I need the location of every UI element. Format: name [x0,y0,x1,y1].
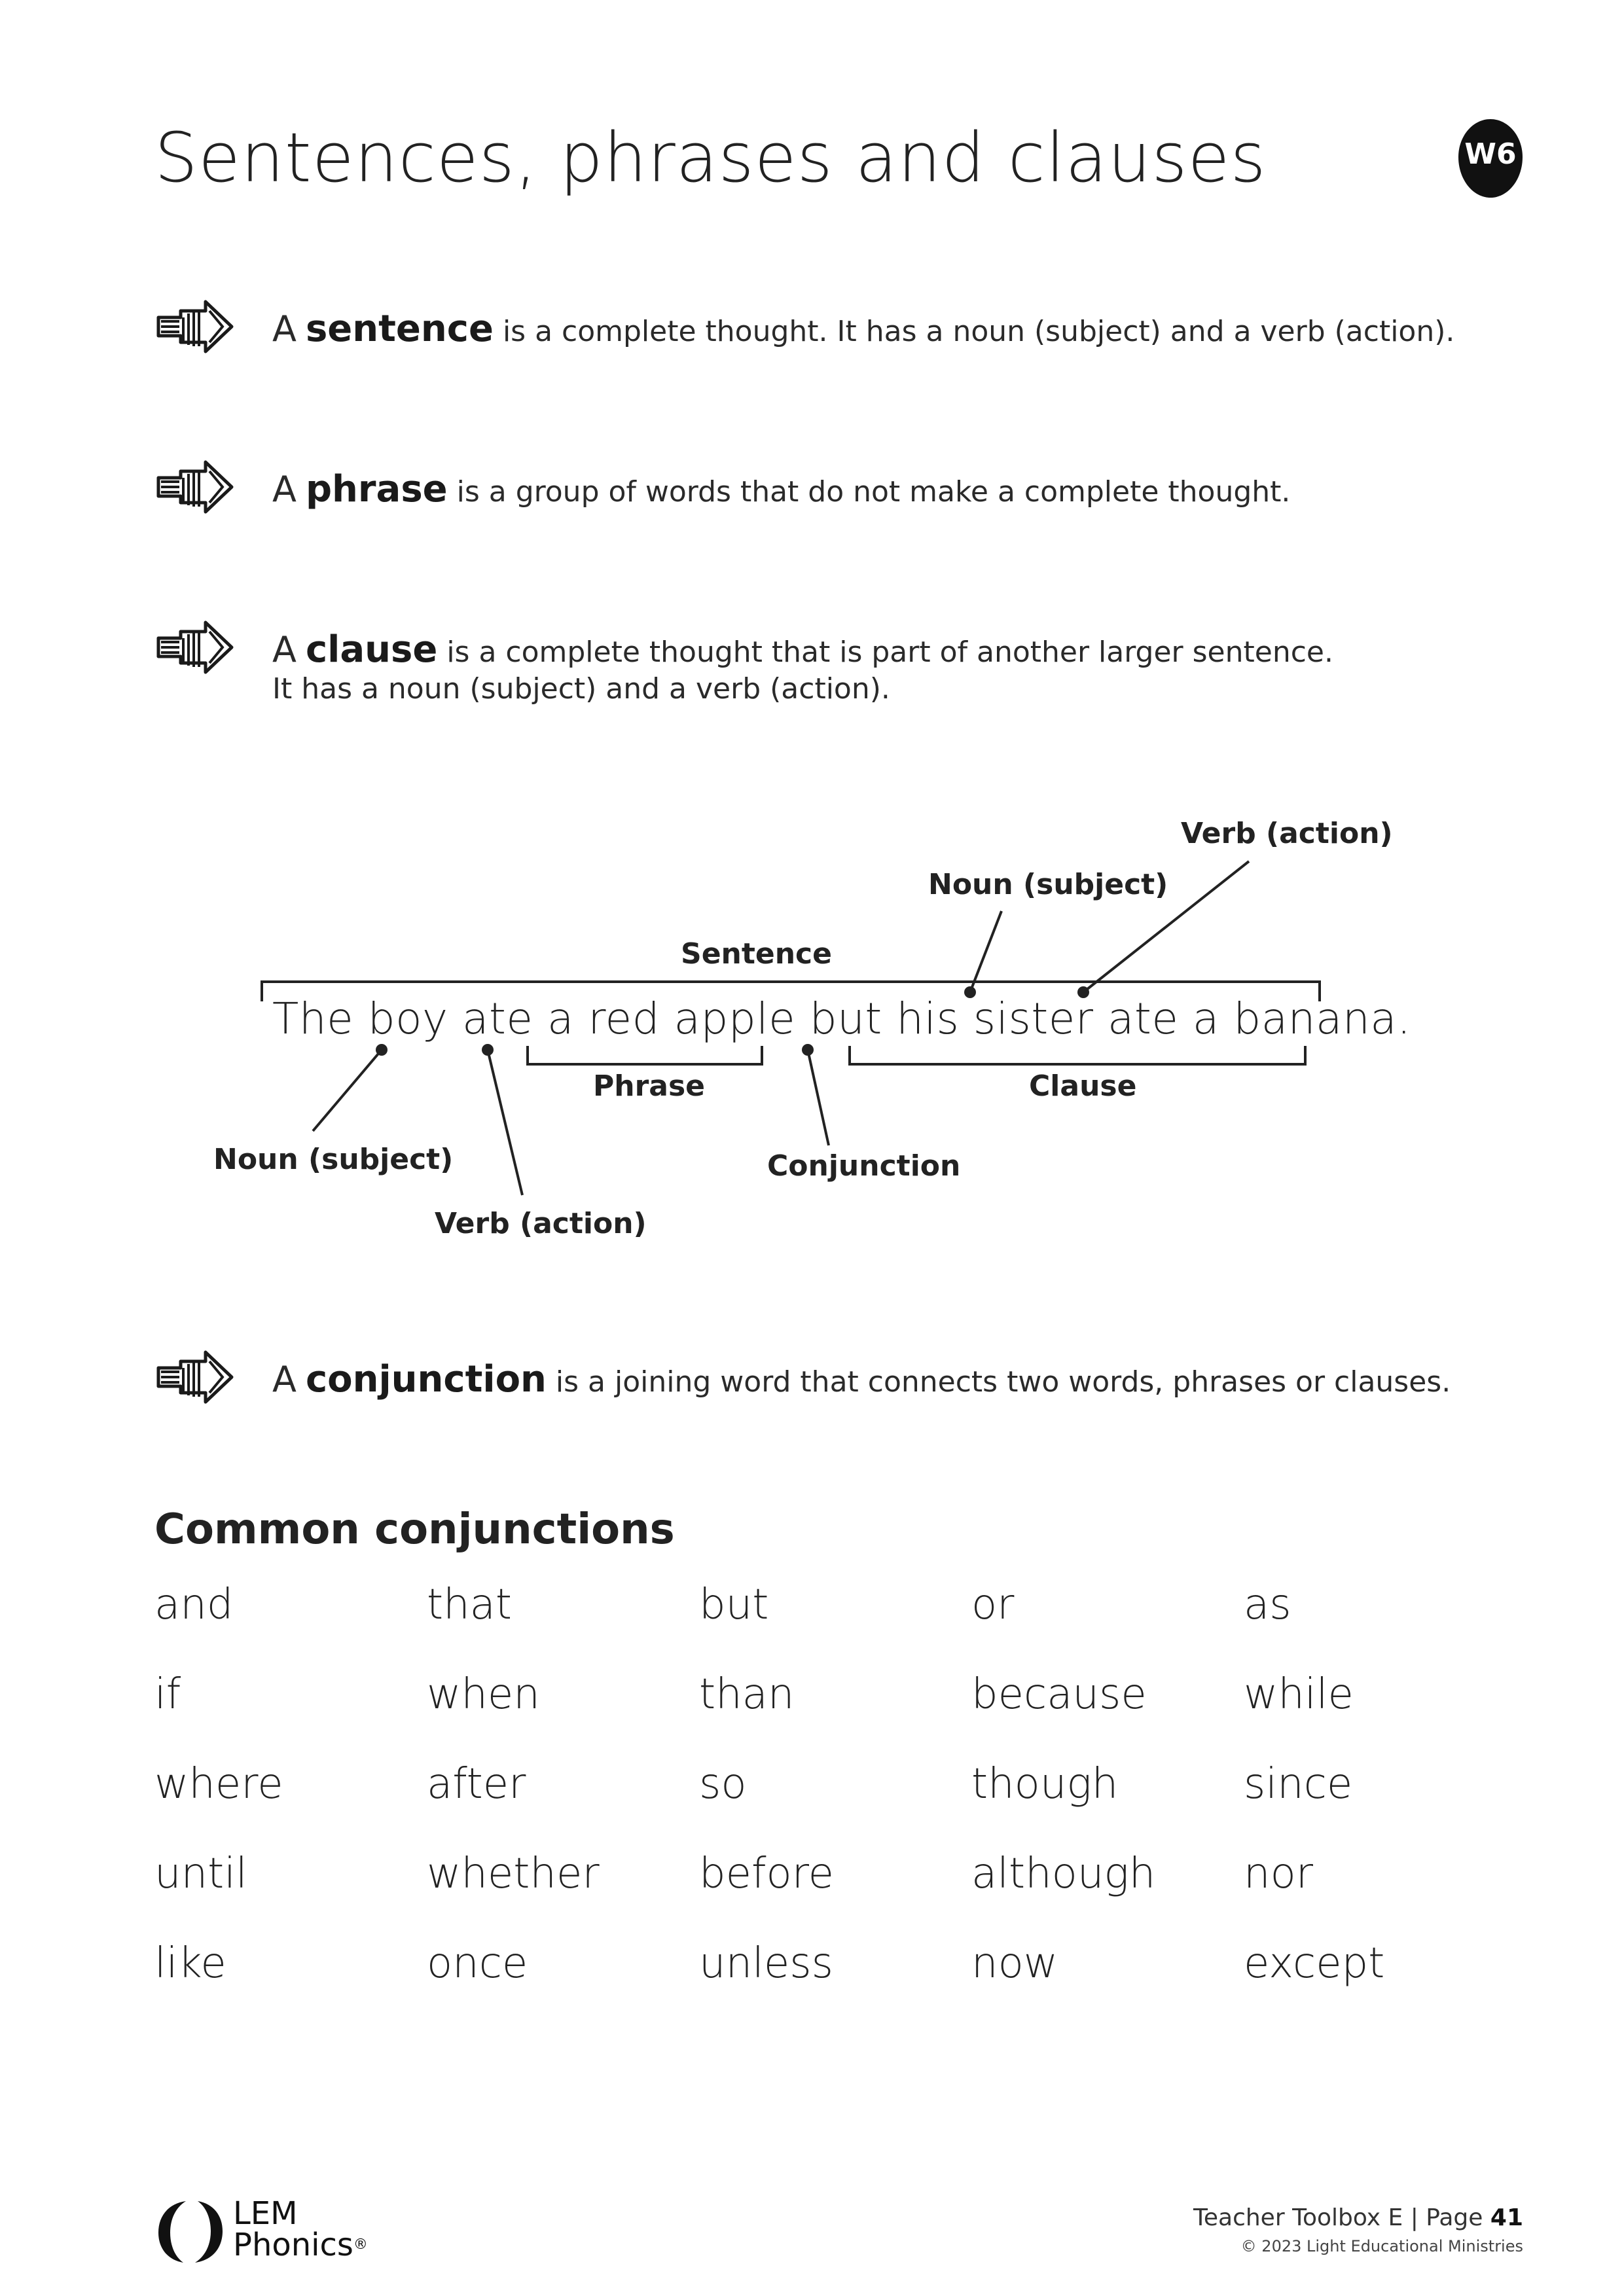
footer-copyright: © 2023 Light Educational Ministries [1240,2237,1523,2255]
conjunction-word: than [699,1670,795,1719]
lem-logo-icon [154,2196,226,2268]
conjunction-word: where [154,1760,283,1808]
definition-text: is a complete thought that is part of another larger sentence. [446,636,1333,669]
conjunction-word: whether [427,1850,600,1898]
definition-term: phrase [305,468,448,511]
definition-article: A [272,469,297,510]
conjunction-word: nor [1244,1850,1314,1898]
phrase-label: Phrase [593,1069,705,1103]
verb-action-label-left: Verb (action) [435,1207,647,1240]
logo-line2: Phonics [233,2227,353,2263]
definition-article: A [272,308,297,350]
definition-term: clause [305,628,438,671]
clause-label: Clause [1029,1069,1137,1103]
definition-term: conjunction [305,1358,547,1401]
conjunction-word: before [699,1850,834,1898]
footer-page-info [1193,2204,1523,2231]
definition-text: is a joining word that connects two words, phrases or clauses. [555,1365,1451,1399]
conjunction-label: Conjunction [767,1149,961,1183]
registered-mark: ® [353,2236,368,2253]
conjunction-word: as [1244,1581,1291,1629]
conjunction-word: now [971,1939,1058,1988]
example-sentence: The boy ate a red apple but his sister ate a banana. [272,994,1411,1044]
conjunction-word: like [154,1939,226,1988]
sentence-label: Sentence [681,937,832,971]
definition-text: is a group of words that do not make a complete thought. [456,475,1291,509]
conjunction-word: after [427,1760,526,1808]
conjunction-word: until [154,1850,247,1898]
noun-subject-label-right: Noun (subject) [928,868,1168,901]
common-conjunctions-heading: Common conjunctions [154,1505,675,1554]
conjunction-word: or [971,1581,1015,1629]
logo-wordmark [233,2195,368,2263]
definition-text: is a complete thought. It has a noun (subject) and a verb (action). [502,315,1455,348]
definition-article: A [272,1359,297,1400]
conjunction-word: because [971,1670,1147,1719]
conjunction-word: so [699,1760,747,1808]
conjunction-word: but [699,1581,769,1629]
conjunction-word-grid [154,1581,1529,2029]
pointing-hand-icon [154,1348,246,1414]
definition-text-line2: It has a noun (subject) and a verb (action). [272,672,890,706]
conjunction-word: and [154,1581,234,1629]
conjunction-word: when [427,1670,540,1719]
definition-article: A [272,629,297,670]
footer-page-label: Teacher Toolbox E | Page [1193,2204,1483,2231]
verb-action-label-right: Verb (action) [1181,817,1393,850]
conjunction-word: once [427,1939,528,1988]
conjunction-word: except [1244,1939,1385,1988]
conjunction-word: although [971,1850,1156,1898]
conjunction-word: unless [699,1939,833,1988]
conjunction-word: if [154,1670,181,1719]
conjunction-word: though [971,1760,1119,1808]
footer-page-number: 41 [1490,2204,1523,2231]
noun-subject-label-left: Noun (subject) [213,1143,454,1176]
definition-term: sentence [305,308,494,350]
conjunction-word: that [427,1581,512,1629]
worksheet-code: W6 [1464,137,1517,171]
conjunction-word: while [1244,1670,1354,1719]
definition-conjunction [154,1348,1496,1420]
logo-line1: LEM [233,2195,298,2232]
page-title: Sentences, phrases and clauses [154,118,1267,198]
conjunction-word: since [1244,1760,1353,1808]
